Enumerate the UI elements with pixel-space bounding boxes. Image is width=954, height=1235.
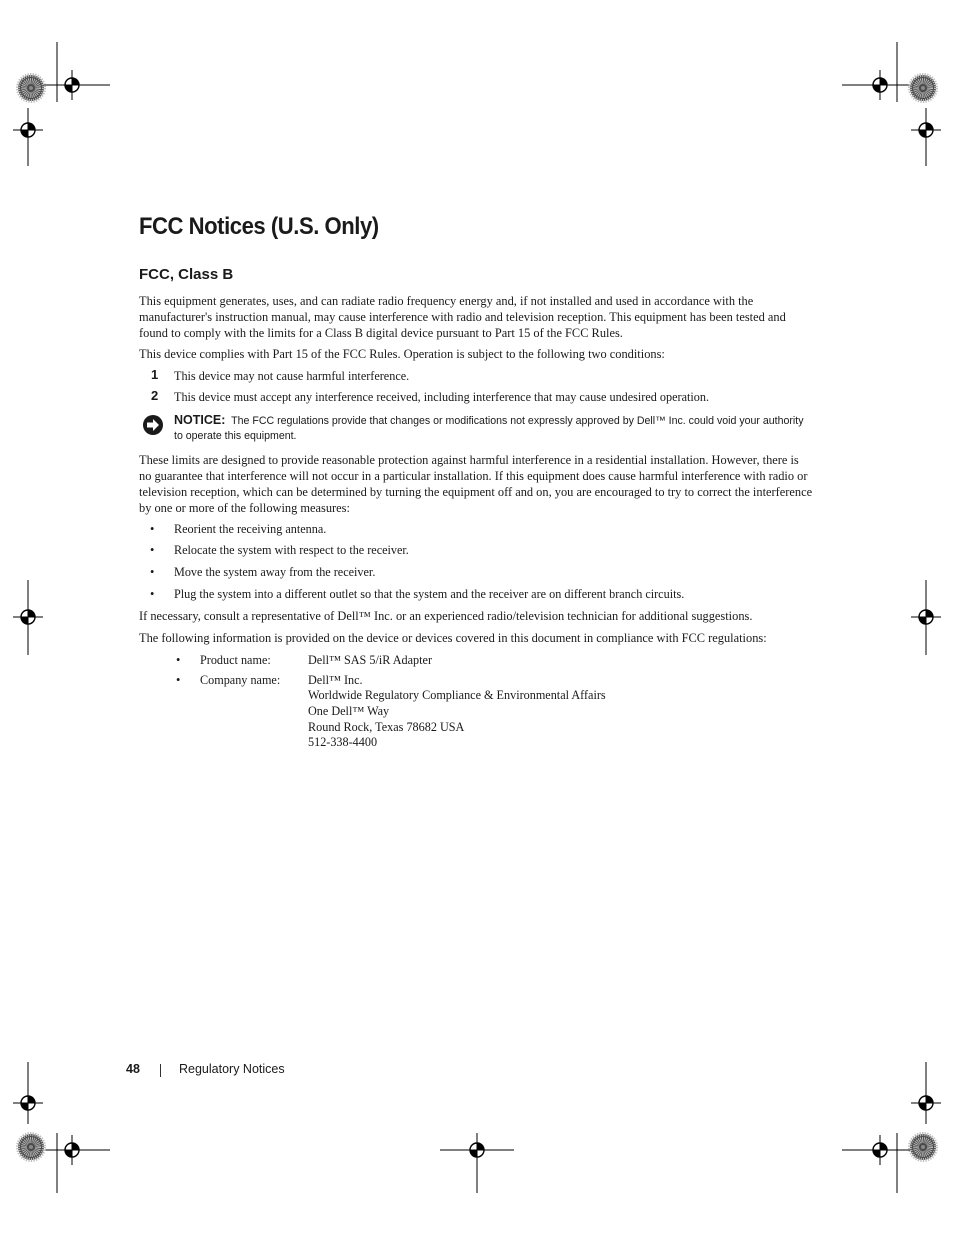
notice-paragraph — [174, 413, 814, 444]
list-item: Move the system away from the receiver. — [174, 565, 376, 579]
bullet: • — [150, 565, 155, 579]
company-line: Dell™ Inc. — [308, 673, 363, 687]
company-line: 512-338-4400 — [308, 735, 378, 749]
list-item: Relocate the system with respect to the receiver. — [174, 543, 409, 557]
conditions-intro: This device complies with Part 15 of the FCC Rules. Operation is subject to the following two conditions: — [139, 347, 665, 361]
condition-number: 1 — [151, 367, 159, 382]
company-line: Round Rock, Texas 78682 USA — [308, 720, 465, 734]
company-line: Worldwide Regulatory Compliance & Environmental Affairs — [308, 688, 606, 702]
bullet: • — [150, 587, 155, 601]
page-title: FCC Notices (U.S. Only) — [139, 213, 379, 240]
info-intro: The following information is provided on the device or devices covered in this document in compliance with FCC regulations: — [139, 631, 767, 645]
footer-section-title: Regulatory Notices — [179, 1062, 285, 1076]
notice-arrow-icon — [142, 414, 164, 436]
product-name-label: Product name: — [200, 653, 271, 667]
limits-paragraph: These limits are designed to provide reasonable protection against harmful interference in a residential installation. However, there is no guarantee that interference will not occur in a particular installation. If this equipment does cause harmful interference with radio or television reception, which can be determined by turning the equipment off and on, you are encouraged to try to correct the interference by one or more of the following measures: — [139, 453, 813, 515]
intro-paragraph: This equipment generates, uses, and can radiate radio frequency energy and, if not installed and used in accordance with the manufacturer's instruction manual, may cause interference with radio and television reception. This equipment has been tested and found to comply with the limits for a Class B digital device pursuant to Part 15 of the FCC Rules. — [139, 294, 786, 340]
condition-text: This device may not cause harmful interference. — [174, 369, 410, 383]
company-name-label: Company name: — [200, 673, 281, 687]
bullet: • — [150, 543, 155, 557]
section-heading: FCC, Class B — [139, 266, 234, 283]
notice-label: NOTICE: — [174, 413, 226, 427]
product-name-value: Dell™ SAS 5/iR Adapter — [308, 653, 432, 667]
bullet: • — [176, 673, 181, 687]
list-item: Plug the system into a different outlet so that the system and the receiver are on different branch circuits. — [174, 587, 685, 601]
list-item: Reorient the receiving antenna. — [174, 522, 327, 536]
consult-paragraph: If necessary, consult a representative of Dell™ Inc. or an experienced radio/television technician for additional suggestions. — [139, 609, 753, 623]
condition-text: This device must accept any interference received, including interference that may cause undesired operation. — [174, 390, 709, 404]
bullet: • — [150, 522, 155, 536]
bullet: • — [176, 653, 181, 667]
condition-number: 2 — [151, 388, 159, 403]
notice-text: The FCC regulations provide that changes or modifications not expressly approved by Dell™ Inc. could void your authority to operate this equipment. — [174, 415, 804, 442]
page-number: 48 — [126, 1062, 140, 1076]
company-line: One Dell™ Way — [308, 704, 390, 718]
footer-separator — [160, 1064, 161, 1077]
